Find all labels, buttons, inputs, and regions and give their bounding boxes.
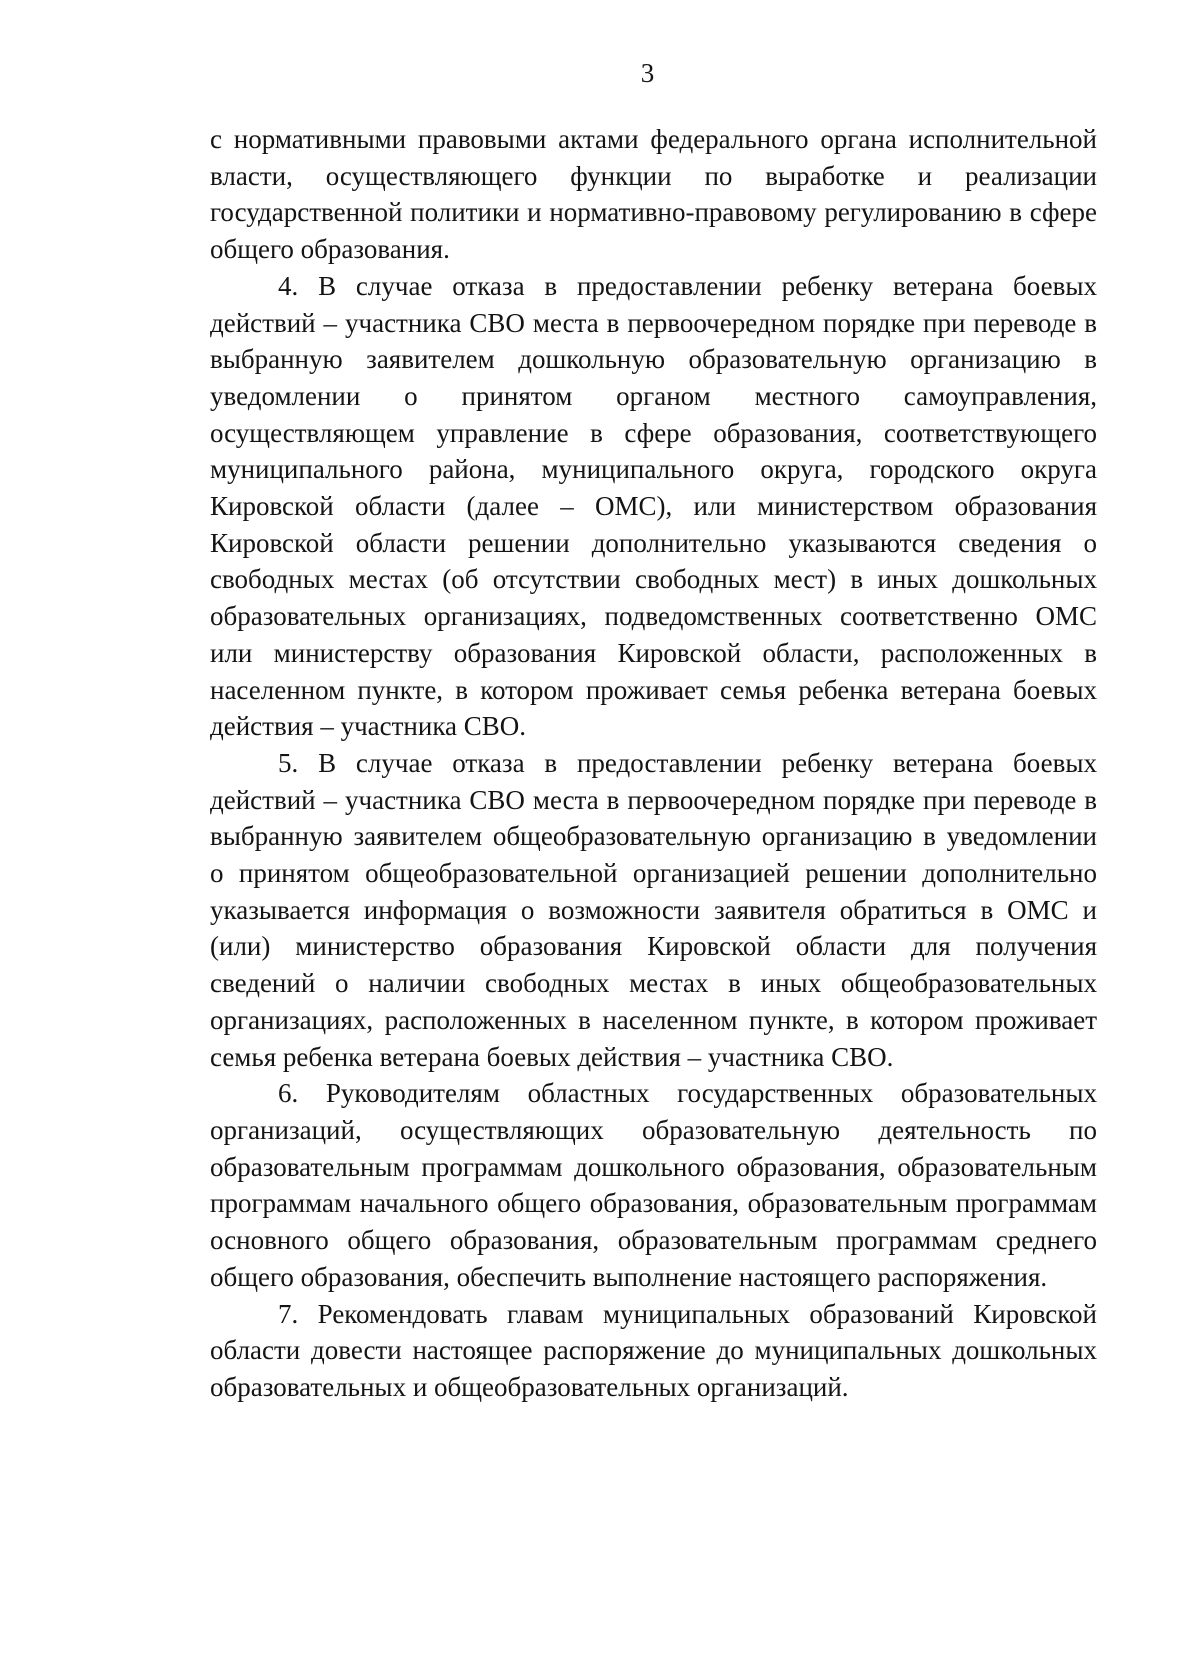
paragraph-item-5: 5. В случае отказа в предоставлении ребенку ветерана боевых действий – участника СВО места в первоочередном порядке при переводе в выбранную заявителем общеобразовательную организацию в уведомлении о принятом общеобразовательной организацией решении дополнительно указывается информация о возможности заявителя обратиться в ОМС и (или) министерство образования Кировской области для получения сведений о наличии свободных местах в иных общеобразовательных организациях, расположенных в населенном пункте, в котором проживает семья ребенка ветерана боевых действия – участника СВО.	[210, 747, 1097, 1072]
paragraph-item-7: 7. Рекомендовать главам муниципальных образований Кировской области довести настоящее распоряжение до муниципальных дошкольных образовательных и общеобразовательных организаций.	[210, 1298, 1097, 1402]
paragraph-item-6: 6. Руководителям областных государственных образовательных организаций, осуществляющих образовательную деятельность по образовательным программам дошкольного образования, образовательным программам начального общего образования, образовательным программам основного общего образования, образовательным программам среднего общего образования, обеспечить выполнение настоящего распоряжения.	[210, 1078, 1097, 1292]
page-number: 3	[640, 58, 655, 88]
paragraph-item-4: 4. В случае отказа в предоставлении ребенку ветерана боевых действий – участника СВО места в первоочередном порядке при переводе в выбранную заявителем дошкольную образовательную организацию в уведомлении о принятом органом местного самоуправления, осуществляющем управление в сфере образования, соответствующего муниципального района, муниципального округа, городского округа Кировской области (далее – ОМС), или министерством образования Кировской области решении дополнительно указываются сведения о свободных местах (об отсутствии свободных мест) в иных дошкольных образовательных организациях, подведомственных соответственно ОМС или министерству образования Кировской области, расположенных в населенном пункте, в котором проживает семья ребенка ветерана боевых действия – участника СВО.	[210, 270, 1097, 742]
paragraph-continuation: с нормативными правовыми актами федерального органа исполнительной власти, осуществляющего функции по выработке и реализации государственной политики и нормативно-правовому регулированию в сфере общего образования.	[210, 124, 1097, 265]
document-body	[210, 121, 1097, 1406]
